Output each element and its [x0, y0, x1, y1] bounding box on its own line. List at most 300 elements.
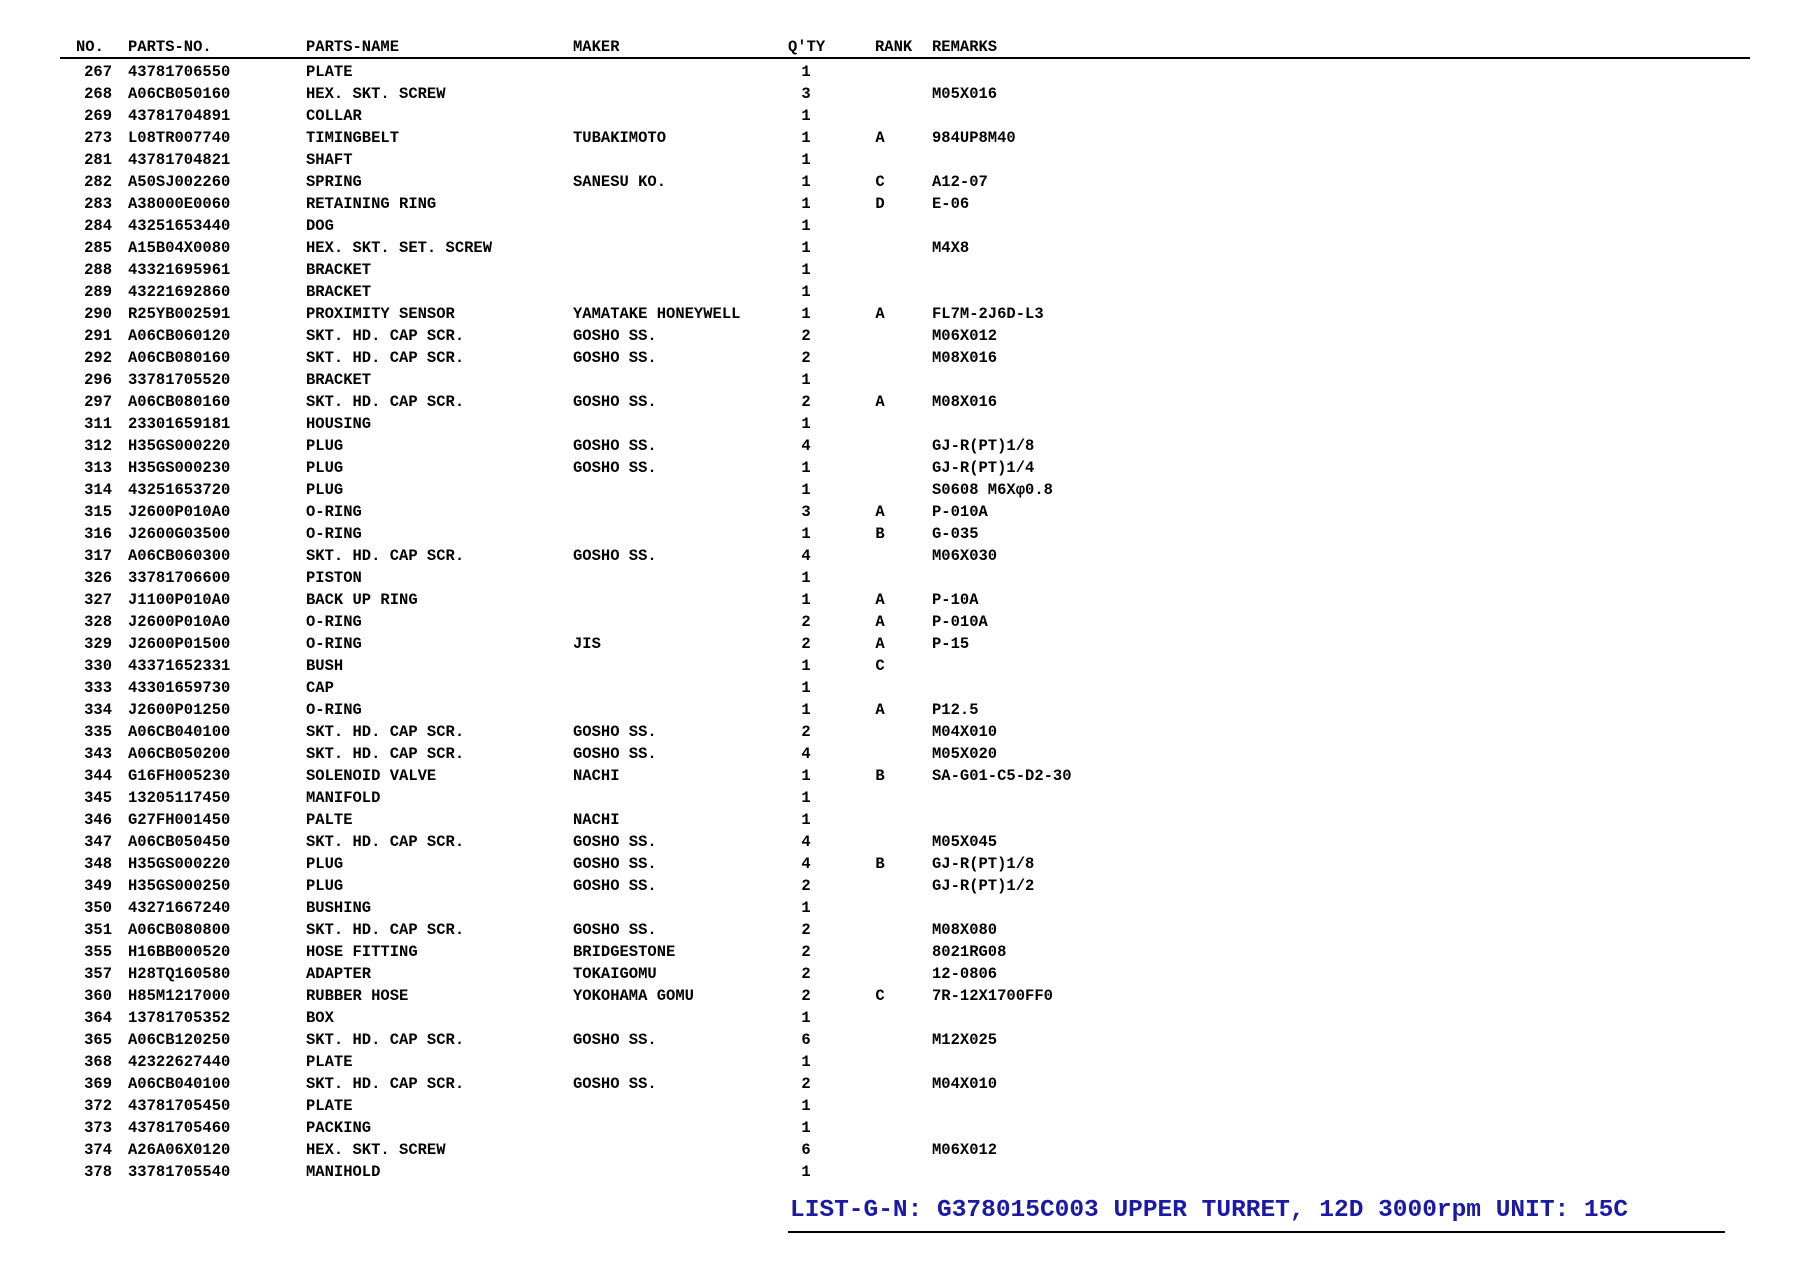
- cell-qty: 1: [801, 899, 811, 917]
- cell-parts-no: A06CB060300: [128, 547, 231, 565]
- cell-parts-name: PLUG: [306, 855, 344, 873]
- table-row: [60, 369, 1750, 391]
- cell-maker: GOSHO SS.: [573, 921, 657, 939]
- cell-parts-name: PLUG: [306, 459, 344, 477]
- cell-no: 373: [84, 1119, 112, 1137]
- table-row: [60, 457, 1750, 479]
- cell-remarks: 12-0806: [932, 965, 998, 983]
- cell-parts-name: SKT. HD. CAP SCR.: [306, 349, 465, 367]
- cell-parts-name: SKT. HD. CAP SCR.: [306, 327, 465, 345]
- table-row: [60, 589, 1750, 611]
- cell-parts-name: SPRING: [306, 173, 362, 191]
- cell-remarks: S0608 M6Xφ0.8: [932, 481, 1053, 499]
- cell-parts-name: HEX. SKT. SET. SCREW: [306, 239, 493, 257]
- cell-qty: 1: [801, 415, 811, 433]
- cell-no: 316: [84, 525, 112, 543]
- cell-no: 283: [84, 195, 112, 213]
- cell-qty: 1: [801, 767, 811, 785]
- cell-no: 347: [84, 833, 112, 851]
- cell-maker: GOSHO SS.: [573, 877, 657, 895]
- cell-parts-name: HOUSING: [306, 415, 372, 433]
- table-row: [60, 215, 1750, 237]
- cell-parts-no: A06CB050200: [128, 745, 231, 763]
- cell-maker: BRIDGESTONE: [573, 943, 676, 961]
- cell-parts-no: J2600P010A0: [128, 613, 231, 631]
- cell-rank: A: [875, 701, 885, 719]
- cell-parts-name: RETAINING RING: [306, 195, 437, 213]
- list-title: LIST-G-N: G378015C003 UPPER TURRET, 12D 3000rpm UNIT: 15C: [790, 1197, 1629, 1224]
- cell-no: 378: [84, 1163, 112, 1181]
- cell-no: 368: [84, 1053, 112, 1071]
- table-row: [60, 853, 1750, 875]
- table-row: [60, 83, 1750, 105]
- cell-remarks: M04X010: [932, 1075, 998, 1093]
- table-row: [60, 149, 1750, 171]
- cell-parts-no: G16FH005230: [128, 767, 231, 785]
- cell-no: 357: [84, 965, 112, 983]
- cell-maker: GOSHO SS.: [573, 349, 657, 367]
- cell-qty: 4: [801, 437, 811, 455]
- cell-remarks: M05X020: [932, 745, 998, 763]
- header-parts-no: PARTS-NO.: [128, 38, 212, 56]
- cell-qty: 2: [801, 327, 811, 345]
- cell-no: 289: [84, 283, 112, 301]
- cell-maker: GOSHO SS.: [573, 1031, 657, 1049]
- cell-no: 351: [84, 921, 112, 939]
- cell-qty: 1: [801, 789, 811, 807]
- cell-parts-name: SKT. HD. CAP SCR.: [306, 393, 465, 411]
- table-row: [60, 809, 1750, 831]
- cell-no: 344: [84, 767, 112, 785]
- cell-maker: JIS: [573, 635, 601, 653]
- cell-rank: B: [875, 855, 885, 873]
- cell-remarks: P-010A: [932, 613, 988, 631]
- cell-qty: 4: [801, 855, 811, 873]
- cell-remarks: P-010A: [932, 503, 988, 521]
- cell-no: 374: [84, 1141, 112, 1159]
- cell-rank: A: [875, 503, 885, 521]
- cell-qty: 3: [801, 503, 811, 521]
- cell-qty: 2: [801, 635, 811, 653]
- cell-no: 312: [84, 437, 112, 455]
- cell-rank: D: [875, 195, 885, 213]
- cell-no: 365: [84, 1031, 112, 1049]
- cell-remarks: M12X025: [932, 1031, 998, 1049]
- cell-qty: 2: [801, 921, 811, 939]
- cell-remarks: P-10A: [932, 591, 979, 609]
- table-row: [60, 963, 1750, 985]
- cell-parts-no: 43371652331: [128, 657, 231, 675]
- cell-remarks: GJ-R(PT)1/2: [932, 877, 1035, 895]
- table-row: [60, 259, 1750, 281]
- cell-rank: A: [875, 635, 885, 653]
- cell-parts-no: 43251653720: [128, 481, 231, 499]
- table-row: [60, 303, 1750, 325]
- cell-maker: GOSHO SS.: [573, 723, 657, 741]
- table-row: [60, 479, 1750, 501]
- table-row: [60, 435, 1750, 457]
- cell-remarks: GJ-R(PT)1/4: [932, 459, 1035, 477]
- cell-parts-name: O-RING: [306, 613, 362, 631]
- cell-no: 364: [84, 1009, 112, 1027]
- cell-qty: 1: [801, 173, 811, 191]
- cell-qty: 1: [801, 1009, 811, 1027]
- cell-qty: 4: [801, 547, 811, 565]
- cell-remarks: GJ-R(PT)1/8: [932, 437, 1035, 455]
- cell-maker: GOSHO SS.: [573, 745, 657, 763]
- cell-qty: 4: [801, 745, 811, 763]
- cell-remarks: M08X080: [932, 921, 998, 939]
- cell-no: 330: [84, 657, 112, 675]
- cell-parts-no: 23301659181: [128, 415, 231, 433]
- table-row: [60, 611, 1750, 633]
- table-row: [60, 677, 1750, 699]
- header-no: NO.: [76, 38, 104, 56]
- cell-qty: 4: [801, 833, 811, 851]
- cell-no: 345: [84, 789, 112, 807]
- cell-no: 348: [84, 855, 112, 873]
- cell-rank: B: [875, 767, 885, 785]
- cell-qty: 2: [801, 723, 811, 741]
- cell-no: 268: [84, 85, 112, 103]
- cell-no: 282: [84, 173, 112, 191]
- cell-qty: 2: [801, 987, 811, 1005]
- cell-parts-name: COLLAR: [306, 107, 362, 125]
- cell-remarks: M06X012: [932, 327, 998, 345]
- table-row: [60, 1117, 1750, 1139]
- cell-qty: 1: [801, 679, 811, 697]
- cell-qty: 1: [801, 239, 811, 257]
- cell-remarks: 8021RG08: [932, 943, 1007, 961]
- cell-parts-name: BUSHING: [306, 899, 372, 917]
- cell-parts-no: 43221692860: [128, 283, 231, 301]
- cell-qty: 2: [801, 613, 811, 631]
- cell-parts-no: H35GS000230: [128, 459, 231, 477]
- cell-remarks: M05X045: [932, 833, 998, 851]
- cell-qty: 1: [801, 1097, 811, 1115]
- cell-remarks: M06X030: [932, 547, 998, 565]
- cell-qty: 3: [801, 85, 811, 103]
- table-row: [60, 1007, 1750, 1029]
- table-row: [60, 655, 1750, 677]
- cell-qty: 1: [801, 657, 811, 675]
- cell-maker: GOSHO SS.: [573, 855, 657, 873]
- table-row: [60, 699, 1750, 721]
- cell-parts-name: DOG: [306, 217, 334, 235]
- cell-qty: 2: [801, 943, 811, 961]
- cell-parts-no: H16BB000520: [128, 943, 231, 961]
- cell-no: 327: [84, 591, 112, 609]
- table-row: [60, 765, 1750, 787]
- cell-parts-no: H35GS000220: [128, 855, 231, 873]
- cell-maker: SANESU KO.: [573, 173, 667, 191]
- cell-maker: NACHI: [573, 811, 620, 829]
- cell-maker: NACHI: [573, 767, 620, 785]
- cell-no: 291: [84, 327, 112, 345]
- cell-remarks: SA-G01-C5-D2-30: [932, 767, 1072, 785]
- table-row: [60, 545, 1750, 567]
- cell-no: 335: [84, 723, 112, 741]
- cell-parts-no: J2600G03500: [128, 525, 231, 543]
- cell-remarks: A12-07: [932, 173, 988, 191]
- cell-no: 313: [84, 459, 112, 477]
- cell-maker: YOKOHAMA GOMU: [573, 987, 694, 1005]
- table-row: [60, 413, 1750, 435]
- cell-parts-no: 33781705520: [128, 371, 231, 389]
- cell-no: 297: [84, 393, 112, 411]
- cell-parts-name: MANIHOLD: [306, 1163, 381, 1181]
- cell-parts-no: A06CB040100: [128, 723, 231, 741]
- table-row: [60, 567, 1750, 589]
- cell-parts-name: BUSH: [306, 657, 344, 675]
- table-row: [60, 875, 1750, 897]
- cell-parts-name: HOSE FITTING: [306, 943, 418, 961]
- cell-no: 343: [84, 745, 112, 763]
- table-row: [60, 237, 1750, 259]
- cell-parts-no: A06CB040100: [128, 1075, 231, 1093]
- table-row: [60, 501, 1750, 523]
- cell-qty: 2: [801, 393, 811, 411]
- cell-qty: 1: [801, 195, 811, 213]
- cell-no: 317: [84, 547, 112, 565]
- cell-parts-name: PLATE: [306, 1053, 353, 1071]
- cell-rank: A: [875, 591, 885, 609]
- cell-rank: A: [875, 613, 885, 631]
- table-row: [60, 1161, 1750, 1183]
- table-row: [60, 1051, 1750, 1073]
- table-row: [60, 105, 1750, 127]
- cell-parts-no: H85M1217000: [128, 987, 231, 1005]
- table-row: [60, 721, 1750, 743]
- cell-parts-name: RUBBER HOSE: [306, 987, 409, 1005]
- cell-qty: 1: [801, 283, 811, 301]
- cell-qty: 1: [801, 151, 811, 169]
- cell-maker: GOSHO SS.: [573, 833, 657, 851]
- cell-parts-no: 13781705352: [128, 1009, 231, 1027]
- table-row: [60, 1029, 1750, 1051]
- header-qty: Q'TY: [788, 38, 826, 56]
- cell-no: 284: [84, 217, 112, 235]
- cell-parts-no: 33781705540: [128, 1163, 231, 1181]
- cell-parts-no: H28TQ160580: [128, 965, 231, 983]
- cell-no: 349: [84, 877, 112, 895]
- cell-no: 273: [84, 129, 112, 147]
- cell-no: 281: [84, 151, 112, 169]
- header-divider: [60, 57, 1750, 59]
- cell-parts-no: H35GS000250: [128, 877, 231, 895]
- cell-qty: 2: [801, 877, 811, 895]
- cell-parts-no: 43251653440: [128, 217, 231, 235]
- cell-no: 328: [84, 613, 112, 631]
- cell-remarks: M05X016: [932, 85, 998, 103]
- cell-qty: 1: [801, 371, 811, 389]
- cell-no: 334: [84, 701, 112, 719]
- cell-parts-name: PROXIMITY SENSOR: [306, 305, 455, 323]
- cell-parts-name: O-RING: [306, 503, 362, 521]
- cell-no: 311: [84, 415, 112, 433]
- cell-no: 372: [84, 1097, 112, 1115]
- cell-parts-no: J2600P01250: [128, 701, 231, 719]
- cell-parts-no: 43271667240: [128, 899, 231, 917]
- header-remarks: REMARKS: [932, 38, 998, 56]
- cell-remarks: FL7M-2J6D-L3: [932, 305, 1044, 323]
- cell-parts-name: MANIFOLD: [306, 789, 381, 807]
- cell-remarks: M08X016: [932, 393, 998, 411]
- parts-table-body: [60, 61, 1750, 1183]
- cell-parts-no: A26A06X0120: [128, 1141, 231, 1159]
- cell-no: 292: [84, 349, 112, 367]
- cell-rank: A: [875, 393, 885, 411]
- cell-parts-name: SOLENOID VALVE: [306, 767, 437, 785]
- cell-no: 360: [84, 987, 112, 1005]
- cell-parts-name: SKT. HD. CAP SCR.: [306, 745, 465, 763]
- cell-remarks: 7R-12X1700FF0: [932, 987, 1053, 1005]
- cell-maker: TUBAKIMOTO: [573, 129, 667, 147]
- cell-parts-name: SKT. HD. CAP SCR.: [306, 723, 465, 741]
- cell-parts-name: O-RING: [306, 635, 362, 653]
- cell-parts-name: TIMINGBELT: [306, 129, 400, 147]
- table-row: [60, 171, 1750, 193]
- cell-parts-name: SKT. HD. CAP SCR.: [306, 1075, 465, 1093]
- cell-maker: GOSHO SS.: [573, 1075, 657, 1093]
- table-header: [60, 36, 1750, 58]
- cell-no: 290: [84, 305, 112, 323]
- cell-parts-no: J2600P010A0: [128, 503, 231, 521]
- table-row: [60, 193, 1750, 215]
- cell-remarks: 984UP8M40: [932, 129, 1016, 147]
- cell-parts-name: BOX: [306, 1009, 334, 1027]
- cell-qty: 1: [801, 107, 811, 125]
- table-row: [60, 743, 1750, 765]
- cell-qty: 1: [801, 525, 811, 543]
- header-maker: MAKER: [573, 38, 620, 56]
- cell-qty: 1: [801, 1053, 811, 1071]
- table-row: [60, 61, 1750, 83]
- cell-rank: C: [875, 173, 885, 191]
- cell-no: 288: [84, 261, 112, 279]
- table-row: [60, 1073, 1750, 1095]
- table-row: [60, 281, 1750, 303]
- cell-qty: 6: [801, 1031, 811, 1049]
- cell-no: 350: [84, 899, 112, 917]
- table-row: [60, 787, 1750, 809]
- cell-maker: YAMATAKE HONEYWELL: [573, 305, 741, 323]
- table-row: [60, 127, 1750, 149]
- cell-parts-no: 43321695961: [128, 261, 231, 279]
- cell-parts-no: A06CB080800: [128, 921, 231, 939]
- cell-parts-no: A06CB120250: [128, 1031, 231, 1049]
- cell-parts-no: L08TR007740: [128, 129, 231, 147]
- cell-remarks: E-06: [932, 195, 970, 213]
- cell-parts-name: HEX. SKT. SCREW: [306, 85, 446, 103]
- cell-parts-no: 43781705460: [128, 1119, 231, 1137]
- cell-remarks: P12.5: [932, 701, 979, 719]
- cell-parts-name: PISTON: [306, 569, 362, 587]
- cell-qty: 2: [801, 965, 811, 983]
- cell-qty: 1: [801, 1119, 811, 1137]
- cell-qty: 2: [801, 1075, 811, 1093]
- table-row: [60, 347, 1750, 369]
- cell-parts-name: BACK UP RING: [306, 591, 418, 609]
- cell-parts-name: PACKING: [306, 1119, 372, 1137]
- cell-parts-no: A15B04X0080: [128, 239, 231, 257]
- cell-parts-no: 43781706550: [128, 63, 231, 81]
- cell-parts-name: SKT. HD. CAP SCR.: [306, 833, 465, 851]
- cell-parts-name: PLUG: [306, 877, 344, 895]
- table-row: [60, 633, 1750, 655]
- cell-no: 369: [84, 1075, 112, 1093]
- cell-parts-no: H35GS000220: [128, 437, 231, 455]
- cell-rank: A: [875, 305, 885, 323]
- cell-parts-name: PLUG: [306, 437, 344, 455]
- cell-qty: 1: [801, 129, 811, 147]
- cell-parts-no: 33781706600: [128, 569, 231, 587]
- cell-parts-no: G27FH001450: [128, 811, 231, 829]
- cell-no: 326: [84, 569, 112, 587]
- cell-no: 285: [84, 239, 112, 257]
- cell-no: 333: [84, 679, 112, 697]
- cell-parts-no: 43781704821: [128, 151, 231, 169]
- cell-parts-name: SKT. HD. CAP SCR.: [306, 547, 465, 565]
- table-row: [60, 941, 1750, 963]
- table-row: [60, 523, 1750, 545]
- cell-qty: 1: [801, 481, 811, 499]
- cell-parts-name: O-RING: [306, 525, 362, 543]
- cell-qty: 1: [801, 459, 811, 477]
- table-row: [60, 325, 1750, 347]
- cell-parts-name: O-RING: [306, 701, 362, 719]
- cell-maker: GOSHO SS.: [573, 393, 657, 411]
- cell-qty: 1: [801, 701, 811, 719]
- cell-parts-name: SKT. HD. CAP SCR.: [306, 921, 465, 939]
- cell-no: 329: [84, 635, 112, 653]
- cell-qty: 6: [801, 1141, 811, 1159]
- cell-no: 355: [84, 943, 112, 961]
- table-row: [60, 831, 1750, 853]
- cell-parts-no: R25YB002591: [128, 305, 231, 323]
- cell-parts-name: PLATE: [306, 1097, 353, 1115]
- cell-parts-no: 13205117450: [128, 789, 231, 807]
- cell-parts-no: A06CB080160: [128, 393, 231, 411]
- cell-parts-name: HEX. SKT. SCREW: [306, 1141, 446, 1159]
- cell-no: 346: [84, 811, 112, 829]
- cell-parts-no: 43781705450: [128, 1097, 231, 1115]
- cell-rank: C: [875, 657, 885, 675]
- cell-qty: 1: [801, 261, 811, 279]
- cell-no: 314: [84, 481, 112, 499]
- cell-parts-name: BRACKET: [306, 371, 372, 389]
- cell-remarks: GJ-R(PT)1/8: [932, 855, 1035, 873]
- cell-qty: 2: [801, 349, 811, 367]
- cell-remarks: M04X010: [932, 723, 998, 741]
- cell-no: 269: [84, 107, 112, 125]
- table-row: [60, 919, 1750, 941]
- cell-qty: 1: [801, 569, 811, 587]
- cell-parts-name: PLATE: [306, 63, 353, 81]
- cell-remarks: G-035: [932, 525, 979, 543]
- cell-qty: 1: [801, 1163, 811, 1181]
- cell-parts-no: A06CB050450: [128, 833, 231, 851]
- cell-parts-no: A06CB060120: [128, 327, 231, 345]
- cell-parts-name: PALTE: [306, 811, 353, 829]
- cell-maker: GOSHO SS.: [573, 459, 657, 477]
- cell-no: 267: [84, 63, 112, 81]
- cell-parts-name: CAP: [306, 679, 334, 697]
- cell-maker: GOSHO SS.: [573, 327, 657, 345]
- cell-parts-no: A06CB080160: [128, 349, 231, 367]
- cell-parts-no: 43781704891: [128, 107, 231, 125]
- cell-remarks: M08X016: [932, 349, 998, 367]
